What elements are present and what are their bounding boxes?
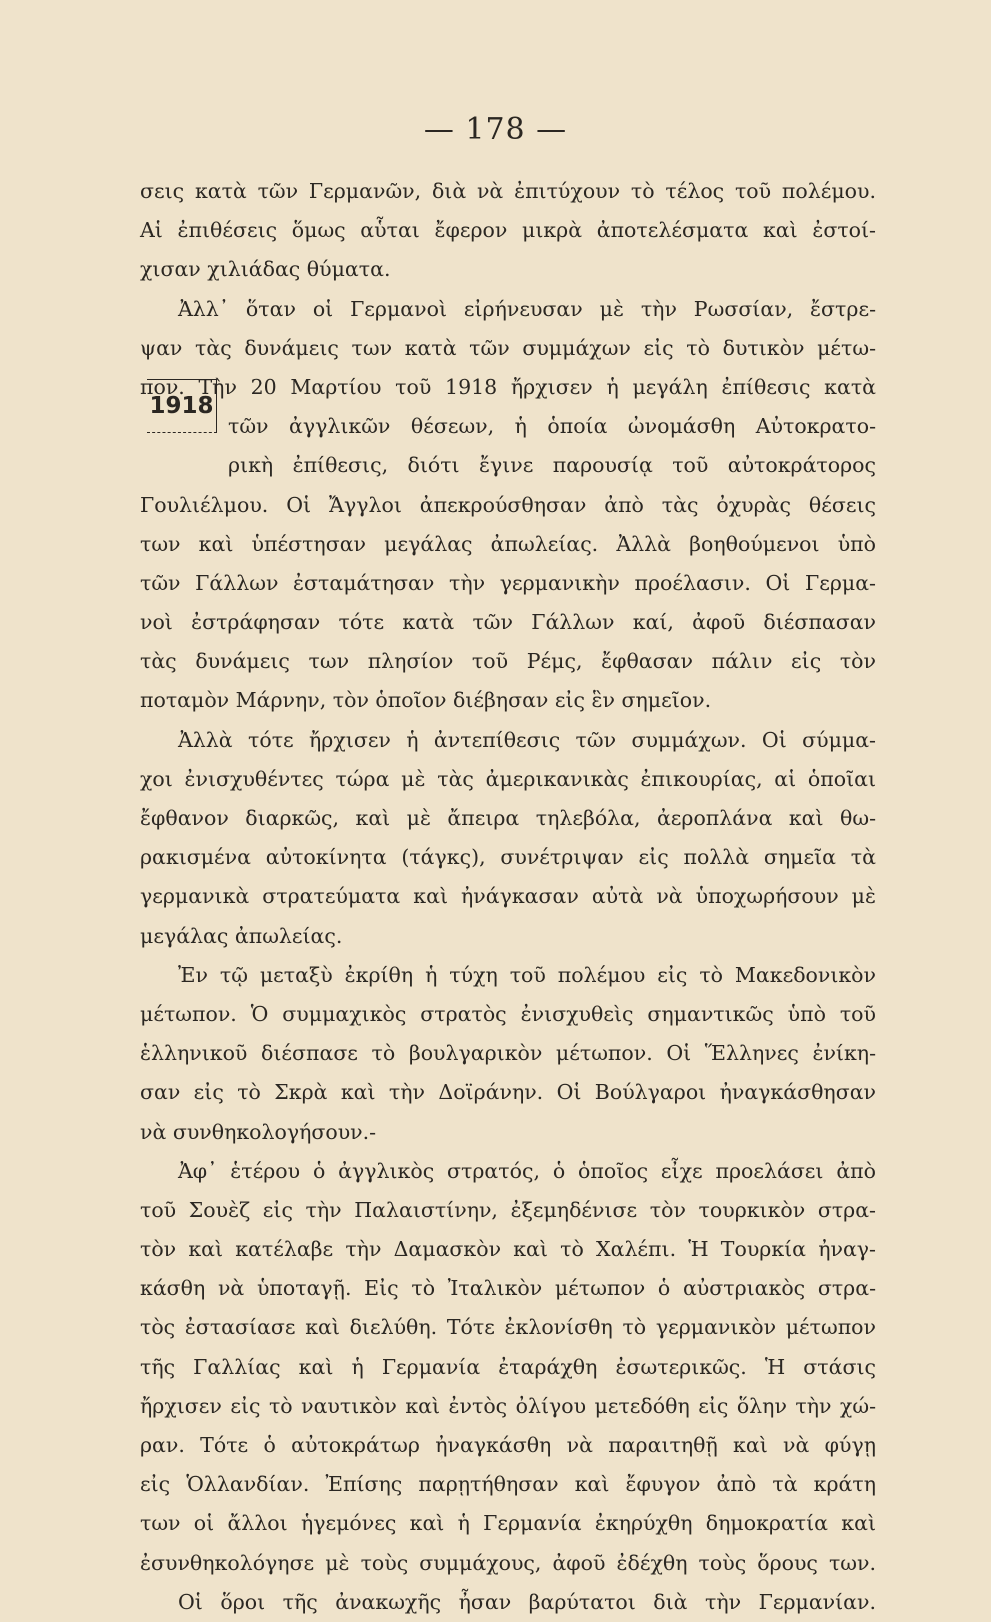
- body-text: [140, 172, 876, 1622]
- margin-year-note: 1918: [147, 379, 217, 433]
- text-line: ἤρχισεν εἰς τὸ ναυτικὸν καὶ ἐντὸς ὀλίγου μετεδόθη εἰς ὅλην τὴν χώ-: [140, 1393, 876, 1418]
- text-line: τῶν Γάλλων ἐσταμάτησαν τὴν γερμανικὴν προέλασιν. Οἱ Γερμα-: [140, 570, 876, 595]
- text-line: χισαν χιλιάδας θύματα.: [140, 257, 391, 282]
- text-line: ἑλληνικοῦ διέσπασε τὸ βουλγαρικὸν μέτωπον. Οἱ Ἕλληνες ἐνίκη-: [140, 1041, 876, 1066]
- text-line: γερμανικὰ στρατεύματα καὶ ἠνάγκασαν αὐτὰ νὰ ὑποχωρήσουν μὲ: [140, 884, 876, 909]
- text-line: τῶν ἀγγλικῶν θέσεων, ἡ ὁποία ὠνομάσθη Αὐτοκρατο-: [228, 414, 876, 439]
- text-line: σεις κατὰ τῶν Γερμανῶν, διὰ νὰ ἐπιτύχουν τὸ τέλος τοῦ πολέμου.: [140, 179, 876, 203]
- text-line: ψαν τὰς δυνάμεις των κατὰ τῶν συμμάχων εἰς τὸ δυτικὸν μέτω-: [140, 335, 876, 360]
- text-line: τοῦ Σουὲζ εἰς τὴν Παλαιστίνην, ἐξεμηδένισε τὸν τουρκικὸν στρα-: [140, 1197, 876, 1222]
- text-line: εἰς Ὁλλανδίαν. Ἐπίσης παρῃτήθησαν καὶ ἔφυγον ἀπὸ τὰ κράτη: [140, 1472, 876, 1497]
- text-line: μέτωπον. Ὁ συμμαχικὸς στρατὸς ἐνισχυθεὶς σημαντικῶς ὑπὸ τοῦ: [140, 1001, 876, 1026]
- text-line: νὰ συνθηκολογήσουν.-: [140, 1119, 377, 1144]
- text-line: ρακισμένα αὐτοκίνητα (τάγκς), συνέτριψαν εἰς πολλὰ σημεῖα τὰ: [140, 845, 876, 870]
- text-line: Ἐν τῷ μεταξὺ ἐκρίθη ἡ τύχη τοῦ πολέμου εἰς τὸ Μακεδονικὸν: [178, 962, 876, 987]
- text-line: μεγάλας ἀπωλείας.: [140, 923, 343, 948]
- text-line: Ἀφ᾿ ἑτέρου ὁ ἀγγλικὸς στρατός, ὁ ὁποῖος εἶχε προελάσει ἀπὸ: [178, 1158, 876, 1183]
- text-line: νοὶ ἐστράφησαν τότε κατὰ τῶν Γάλλων καί, ἀφοῦ διέσπασαν: [140, 610, 876, 635]
- text-line: τὸν καὶ κατέλαβε τὴν Δαμασκὸν καὶ τὸ Χαλέπι. Ἡ Τουρκία ἠναγ-: [140, 1237, 876, 1262]
- text-line: ποταμὸν Μάρνην, τὸν ὁποῖον διέβησαν εἰς ἓν σημεῖον.: [140, 688, 712, 713]
- text-line: Ἀλλὰ τότε ἤρχισεν ἡ ἀντεπίθεσις τῶν συμμάχων. Οἱ σύμμα-: [178, 727, 876, 752]
- text-line: ἐσυνθηκολόγησε μὲ τοὺς συμμάχους, ἀφοῦ ἐδέχθη τοὺς ὅρους των.: [140, 1550, 876, 1575]
- text-line: Ἀλλ᾿ ὅταν οἱ Γερμανοὶ εἰρήνευσαν μὲ τὴν Ρωσσίαν, ἔστρε-: [178, 296, 876, 321]
- text-line: Οἱ ὅροι τῆς ἀνακωχῆς ἦσαν βαρύτατοι διὰ τὴν Γερμανίαν.: [178, 1589, 876, 1614]
- text-line: τῆς Γαλλίας καὶ ἡ Γερμανία ἐταράχθη ἐσωτερικῶς. Ἡ στάσις: [140, 1354, 876, 1379]
- text-line: ρικὴ ἐπίθεσις, διότι ἔγινε παρουσίᾳ τοῦ αὐτοκράτορος: [228, 453, 876, 478]
- text-line: τὰς δυνάμεις των πλησίον τοῦ Ρέμς, ἔφθασαν πάλιν εἰς τὸν: [140, 649, 876, 674]
- text-line: Αἱ ἐπιθέσεις ὅμως αὗται ἔφερον μικρὰ ἀποτελέσματα καὶ ἐστοί-: [140, 218, 876, 243]
- text-line: σαν εἰς τὸ Σκρὰ καὶ τὴν Δοϊράνην. Οἱ Βούλγαροι ἠναγκάσθησαν: [140, 1080, 876, 1105]
- text-line: ραν. Τότε ὁ αὐτοκράτωρ ἠναγκάσθη νὰ παραιτηθῇ καὶ νὰ φύγῃ: [140, 1433, 876, 1457]
- text-line: κάσθη νὰ ὑποταγῇ. Εἰς τὸ Ἰταλικὸν μέτωπον ὁ αὐστριακὸς στρα-: [140, 1276, 876, 1301]
- text-line: τὸς ἐστασίασε καὶ διελύθη. Τότε ἐκλονίσθη τὸ γερμανικὸν μέτωπον: [140, 1315, 876, 1340]
- text-line: ἔφθανον διαρκῶς, καὶ μὲ ἄπειρα τηλεβόλα, ἀεροπλάνα καὶ θω-: [140, 806, 876, 830]
- text-line: χοι ἐνισχυθέντες τώρα μὲ τὰς ἀμερικανικὰς ἐπικουρίας, αἱ ὁποῖαι: [140, 766, 876, 791]
- text-line: πον. Τὴν 20 Μαρτίου τοῦ 1918 ἤρχισεν ἡ μεγάλη ἐπίθεσις κατὰ: [140, 374, 876, 399]
- page-number: — 178 —: [423, 112, 568, 147]
- text-line: Γουλιέλμου. Οἱ Ἄγγλοι ἀπεκρούσθησαν ἀπὸ τὰς ὀχυρὰς θέσεις: [140, 492, 876, 517]
- text-line: των καὶ ὑπέστησαν μεγάλας ἀπωλείας. Ἀλλὰ βοηθούμενοι ὑπὸ: [140, 531, 876, 556]
- text-line: των οἱ ἄλλοι ἡγεμόνες καὶ ἡ Γερμανία ἐκηρύχθη δημοκρατία καὶ: [140, 1511, 876, 1536]
